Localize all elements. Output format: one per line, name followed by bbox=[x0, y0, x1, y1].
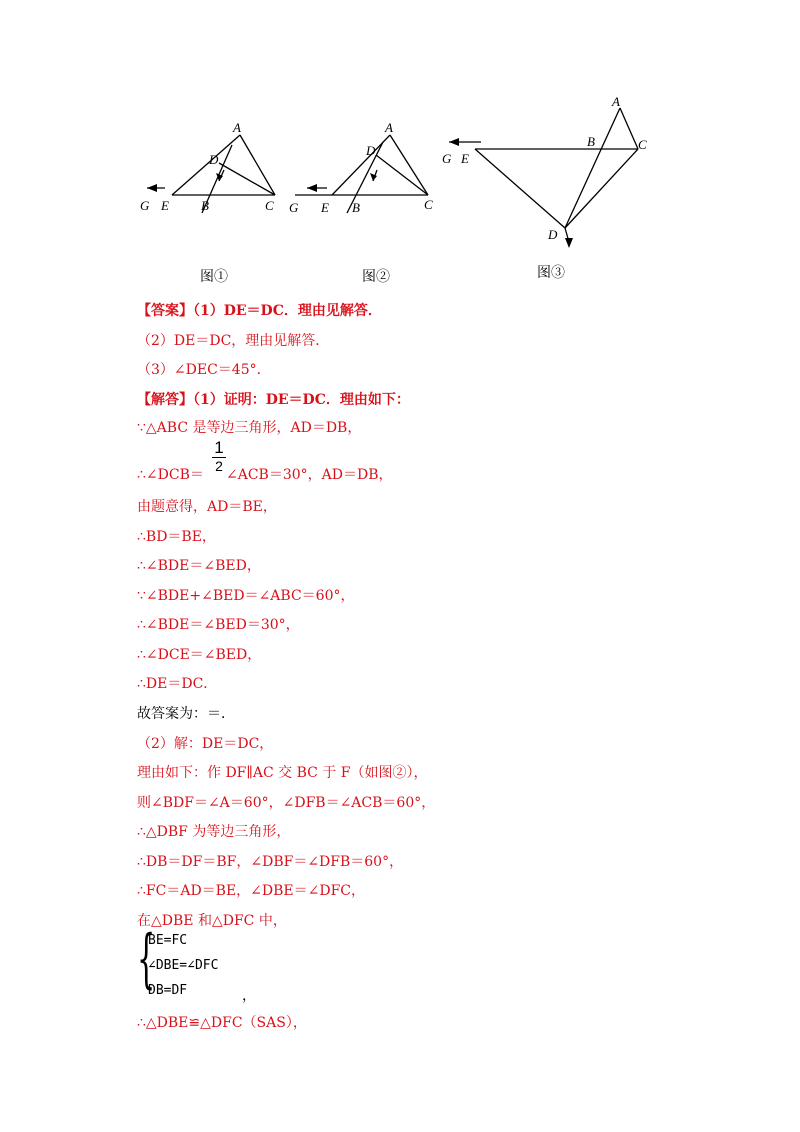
solution-line-16: ∴FC＝AD＝BE，∠DBE＝∠DFC， bbox=[137, 883, 366, 899]
solution-heading: 【解答】（1）证明：DE＝DC．理由如下： bbox=[137, 392, 410, 408]
fig2-label-A: A bbox=[385, 120, 393, 135]
fig2-label-E: E bbox=[321, 200, 329, 215]
fig1-label-E: E bbox=[161, 198, 169, 213]
solution-line-6: ∵∠BDE+∠BED＝∠ABC＝60°， bbox=[137, 588, 355, 604]
solution-line-12: 理由如下：作 DF∥AC 交 BC 于 F（如图②）， bbox=[137, 765, 428, 781]
solution-line-4: ∴BD＝BE， bbox=[137, 529, 216, 545]
solution-line-11: （2）解：DE＝DC， bbox=[137, 736, 274, 752]
answer-line-3: （3）∠DEC＝45°． bbox=[137, 362, 271, 378]
solution-line-10: 故答案为：＝． bbox=[137, 706, 235, 722]
solution-line-15: ∴DB＝DF＝BF，∠DBF＝∠DFB＝60°， bbox=[137, 854, 404, 870]
solution-line-17: 在△DBE 和△DFC 中， bbox=[137, 913, 287, 929]
half-fraction bbox=[212, 439, 226, 473]
answer-line-1: 【答案】（1）DE＝DC．理由见解答． bbox=[137, 303, 382, 319]
figure-3-diagram bbox=[435, 90, 660, 255]
solution-line-18: ∴△DBE≌△DFC（SAS）， bbox=[137, 1015, 307, 1031]
solution-line-9: ∴DE＝DC． bbox=[137, 676, 218, 692]
fraction-denominator: 2 bbox=[215, 458, 223, 474]
solution-line-7: ∴∠BDE＝∠BED＝30°， bbox=[137, 617, 300, 633]
fig2-label-G: G bbox=[289, 200, 299, 215]
figure-1-diagram bbox=[135, 115, 285, 220]
fig2-label-D: D bbox=[366, 143, 376, 158]
solution-line-5: ∴∠BDE＝∠BED， bbox=[137, 558, 261, 574]
fraction-numerator: 1 bbox=[214, 438, 224, 457]
fig3-label-A: A bbox=[612, 94, 620, 109]
system-row-1: BE=FC bbox=[148, 933, 188, 948]
solution-line-2a: ∴∠DCB＝ bbox=[137, 467, 204, 483]
figure-3-caption: 图③ bbox=[537, 265, 565, 281]
figure-2-diagram bbox=[285, 115, 435, 220]
fig3-label-G: G bbox=[442, 151, 452, 166]
fig3-label-D: D bbox=[548, 227, 558, 242]
left-brace: { bbox=[137, 922, 156, 996]
solution-line-13: 则∠BDF＝∠A＝60°，∠DFB＝∠ACB＝60°， bbox=[137, 795, 436, 811]
fig1-label-D: D bbox=[209, 152, 219, 167]
figure-1-caption: 图① bbox=[200, 269, 228, 285]
solution-line-1: ∵△ABC 是等边三角形，AD＝DB， bbox=[137, 420, 362, 436]
fig1-label-G: G bbox=[140, 198, 150, 213]
figure-2-caption: 图② bbox=[362, 269, 390, 285]
system-row-3: DB=DF bbox=[148, 983, 188, 998]
fig3-label-B: B bbox=[587, 134, 595, 149]
fig3-label-C: C bbox=[638, 137, 647, 152]
system-row-2: ∠DBE=∠DFC bbox=[148, 958, 219, 973]
system-trailing-comma: ， bbox=[242, 988, 256, 1004]
solution-line-14: ∴△DBF 为等边三角形， bbox=[137, 824, 291, 840]
answer-line-2: （2）DE＝DC，理由见解答． bbox=[137, 333, 330, 349]
solution-line-8: ∴∠DCE＝∠BED， bbox=[137, 647, 262, 663]
fig3-label-E: E bbox=[461, 151, 469, 166]
fig2-label-C: C bbox=[424, 197, 433, 212]
fig2-label-B: B bbox=[352, 200, 360, 215]
solution-line-3: 由题意得，AD＝BE， bbox=[137, 499, 277, 515]
solution-line-2b: ∠ACB＝30°，AD＝DB， bbox=[226, 467, 393, 483]
fig1-label-C: C bbox=[265, 198, 274, 213]
fig1-label-B: B bbox=[201, 198, 209, 213]
fig1-label-A: A bbox=[233, 120, 241, 135]
